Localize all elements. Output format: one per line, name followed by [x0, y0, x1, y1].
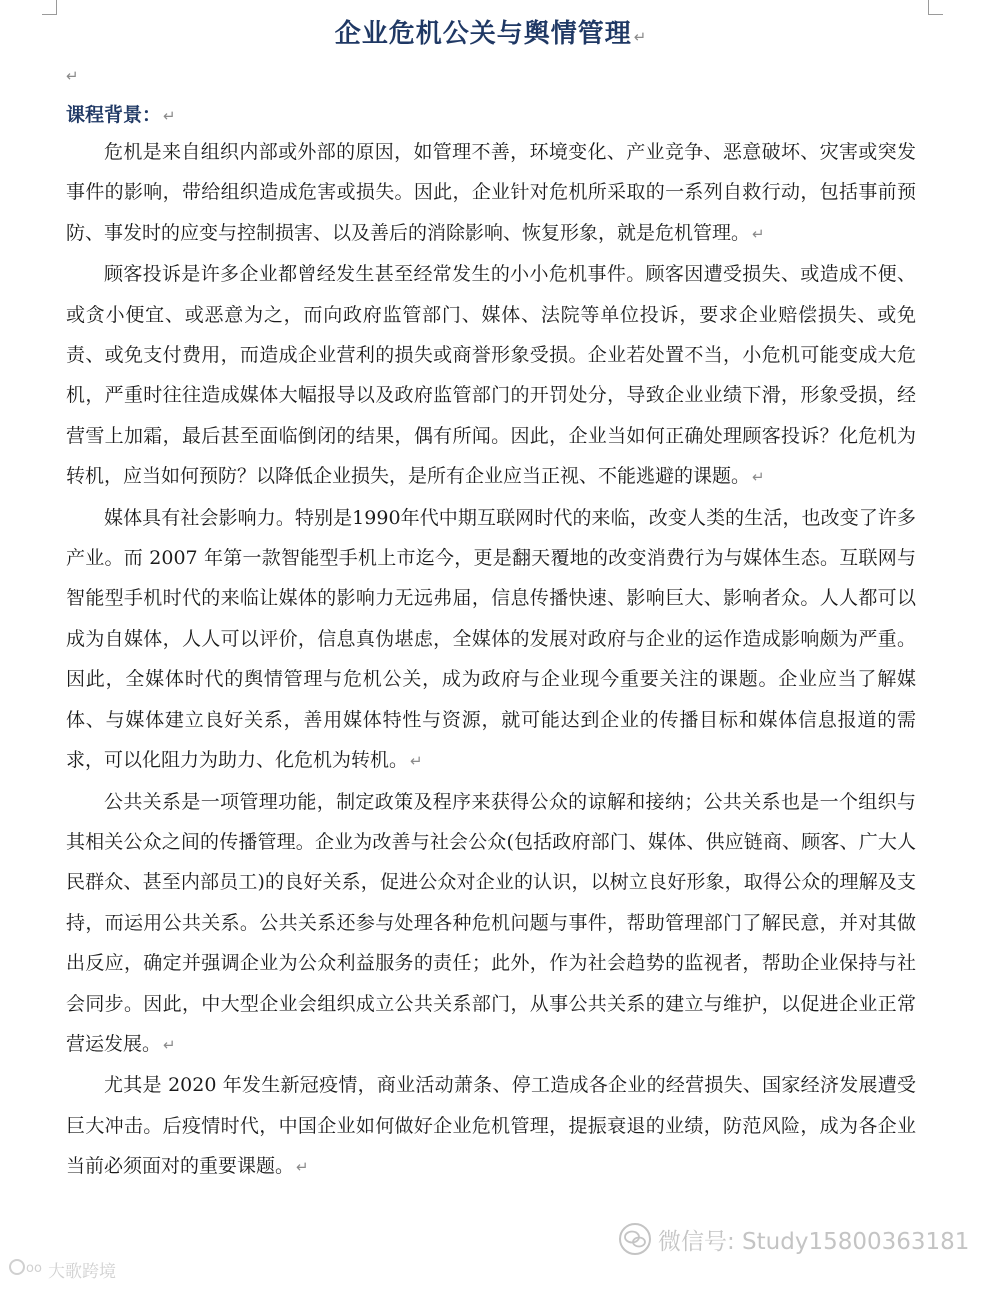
- paragraph-mark-icon: ↵: [163, 1035, 176, 1054]
- wechat-icon: [618, 1222, 652, 1256]
- paragraph-mark-icon: ↵: [163, 107, 176, 125]
- crop-mark-top-left: [42, 0, 57, 15]
- paragraph-mark-icon: ↵: [296, 1158, 309, 1177]
- body-paragraph-4: [66, 782, 916, 1066]
- paragraph-mark-icon: ↵: [66, 67, 79, 85]
- watermark-right-text: 微信号: Study15800363181: [658, 1228, 970, 1255]
- crop-mark-top-right: [928, 0, 943, 15]
- watermark-left-text: 大歌跨境: [48, 1262, 116, 1282]
- document-title: [66, 14, 916, 54]
- body-paragraph-3: [66, 498, 916, 782]
- watermark-left: [8, 1256, 116, 1283]
- brand-logo-icon: [8, 1256, 44, 1283]
- body-paragraph-5: [66, 1065, 916, 1187]
- paragraph-mark-icon: ↵: [633, 28, 648, 46]
- paragraph-mark-icon: ↵: [752, 224, 765, 243]
- watermark-right: [618, 1222, 969, 1256]
- paragraph-text: 顾客投诉是许多企业都曾经发生甚至经常发生的小小危机事件。顾客因遭受损失、或造成不便、或贪小便宜、或恶意为之，而向政府监管部门、媒体、法院等单位投诉，要求企业赔偿损失、或免责、或免支付费用，而造成企业营利的损失或商誉形象受损。企业若处置不当，小危机可能变成大危机，严重时往往造成媒体大幅报导以及政府监管部门的开罚处分，导致企业业绩下滑，形象受损，经营雪上加霜，最后甚至面临倒闭的结果，偶有所闻。因此，企业当如何正确处理顾客投诉？化危机为转机，应当如何预防？以降低企业损失，是所有企业应当正视、不能逃避的课题。: [66, 263, 916, 488]
- paragraph-text: 尤其是 2020 年发生新冠疫情，商业活动萧条、停工造成各企业的经营损失、国家经济发展遭受巨大冲击。后疫情时代，中国企业如何做好企业危机管理，提振衰退的业绩，防范风险，成为各企业当前必须面对的重要课题。: [66, 1074, 916, 1178]
- body-paragraph-2: [66, 254, 916, 497]
- document-page: [66, 14, 916, 1188]
- paragraph-text: 媒体具有社会影响力。特别是1990年代中期互联网时代的来临，改变人类的生活，也改变了许多产业。而 2007 年第一款智能型手机上市迄今，更是翻天覆地的改变消费行为与媒体生态。互联网与智能型手机时代的来临让媒体的影响力无远弗届，信息传播快速、影响巨大、影响者众。人人都可以成为自媒体，人人可以评价，信息真伪堪虑，全媒体的发展对政府与企业的运作造成影响颇为严重。因此，全媒体时代的舆情管理与危机公关，成为政府与企业现今重要关注的课题。企业应当了解媒体、与媒体建立良好关系，善用媒体特性与资源，就可能达到企业的传播目标和媒体信息报道的需求，可以化阻力为助力、化危机为转机。: [66, 506, 916, 772]
- body-paragraph-1: [66, 132, 916, 254]
- empty-paragraph: [66, 54, 916, 98]
- title-text: 企业危机公关与舆情管理: [334, 19, 632, 49]
- paragraph-text: 危机是来自组织内部或外部的原因，如管理不善，环境变化、产业竞争、恶意破坏、灾害或突发事件的影响，带给组织造成危害或损失。因此，企业针对危机所采取的一系列自救行动，包括事前预防、事发时的应变与控制损害、以及善后的消除影响、恢复形象，就是危机管理。: [66, 141, 916, 244]
- paragraph-mark-icon: ↵: [752, 468, 765, 487]
- section-heading: [66, 98, 916, 132]
- svg-text:oo: oo: [26, 1261, 42, 1276]
- paragraph-text: 公共关系是一项管理功能，制定政策及程序来获得公众的谅解和接纳；公共关系也是一个组织与其相关公众之间的传播管理。企业为改善与社会公众(包括政府部门、媒体、供应链商、顾客、广大人民群众、甚至内部员工)的良好关系，促进公众对企业的认识，以树立良好形象，取得公众的理解及支持，而运用公共关系。公共关系还参与处理各种危机问题与事件，帮助管理部门了解民意，并对其做出反应，确定并强调企业为公众利益服务的责任；此外，作为社会趋势的监视者，帮助企业保持与社会同步。因此，中大型企业会组织成立公共关系部门，从事公共关系的建立与维护，以促进企业正常营运发展。: [66, 790, 916, 1055]
- section-heading-text: 课程背景：: [66, 104, 162, 126]
- paragraph-mark-icon: ↵: [410, 752, 423, 771]
